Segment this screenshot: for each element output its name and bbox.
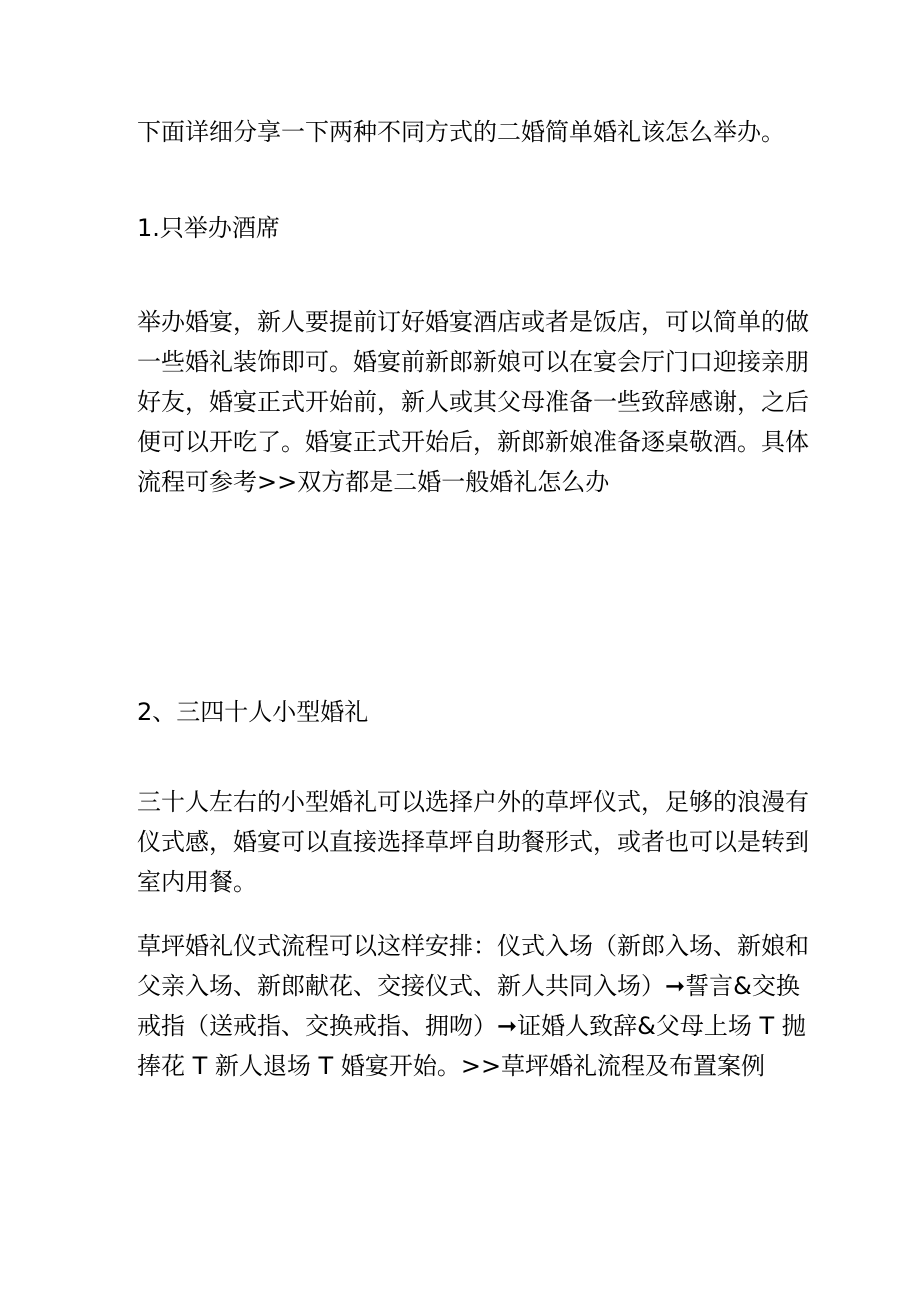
section1-heading (137, 208, 787, 248)
section2-paragraph-1 (137, 782, 809, 902)
intro-paragraph (137, 112, 787, 152)
section2-paragraph-2 (137, 926, 809, 1086)
section1-link-line[interactable]: 流程可参考>>双方都是二婚一般婚礼怎么办 (137, 468, 610, 496)
section2-line: 草坪婚礼仪式流程可以这样安排：仪式入场（新郎入场、新娘和 (137, 932, 809, 960)
section1-paragraph (137, 302, 809, 502)
section1-line: 举办婚宴，新人要提前订好婚宴酒店或者是饭店，可以简单的做 (137, 308, 809, 336)
section1-line: 便可以开吃了。婚宴正式开始后，新郎新娘准备逐桌敬酒。具体 (137, 428, 809, 456)
section1-line: 一些婚礼装饰即可。婚宴前新郎新娘可以在宴会厅门口迎接亲朋 (137, 348, 809, 376)
section2-line: 三十人左右的小型婚礼可以选择户外的草坪仪式，足够的浪漫有 (137, 788, 809, 816)
section1-line: 好友，婚宴正式开始前，新人或其父母准备一些致辞感谢，之后 (137, 388, 809, 416)
intro-line: 下面详细分享一下两种不同方式的二婚简单婚礼该怎么举办。 (137, 118, 785, 146)
section2-line: 室内用餐。 (137, 868, 257, 896)
section2-link-line[interactable]: 捧花 T 新人退场 T 婚宴开始。>>草坪婚礼流程及布置案例 (137, 1052, 766, 1080)
section2-line: 父亲入场、新郎献花、交接仪式、新人共同入场）➞誓言&交换 (137, 972, 800, 1000)
section2-heading-text: 2、三四十人小型婚礼 (137, 698, 369, 726)
section2-line: 戒指（送戒指、交换戒指、拥吻）➞证婚人致辞&父母上场 T 抛 (137, 1012, 806, 1040)
section2-line: 仪式感，婚宴可以直接选择草坪自助餐形式，或者也可以是转到 (137, 828, 809, 856)
section1-heading-text: 1.只举办酒席 (137, 214, 280, 242)
section2-heading (137, 692, 787, 732)
